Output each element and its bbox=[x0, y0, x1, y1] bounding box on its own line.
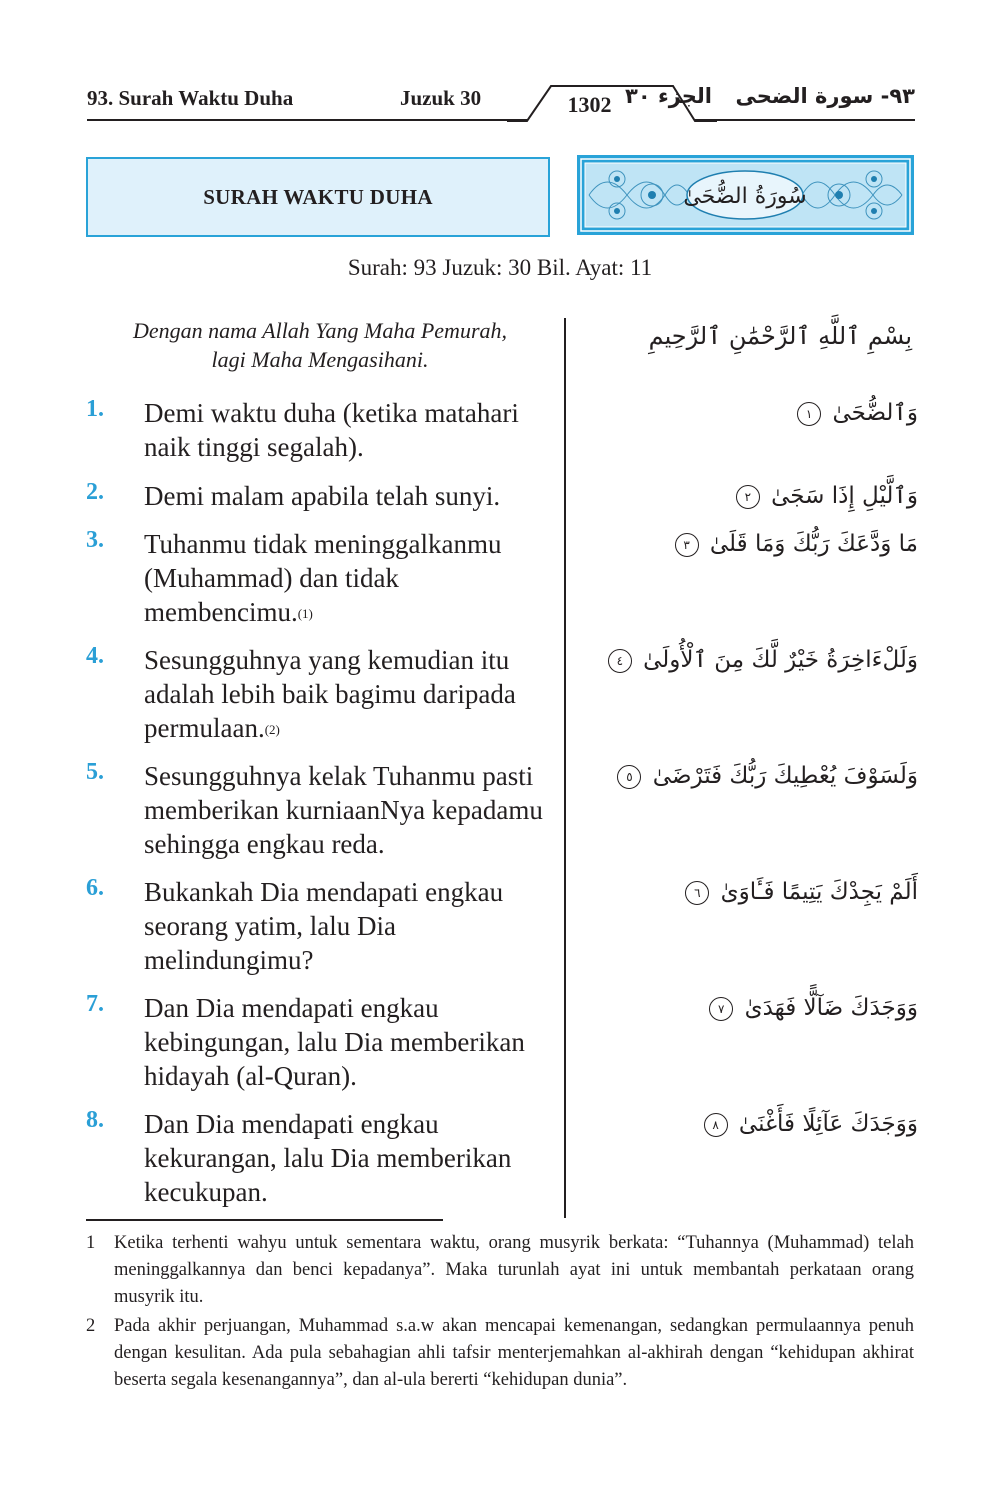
basmala-line-1: Dengan nama Allah Yang Maha Pemurah, bbox=[133, 318, 507, 343]
arabic-text: وَوَجَدَكَ ضَآلًّا فَهَدَىٰ bbox=[744, 995, 918, 1021]
ayah-marker: ٧ bbox=[709, 997, 733, 1021]
arabic-text: وَٱلَّيْلِ إِذَا سَجَىٰ bbox=[771, 483, 918, 509]
verse-translation bbox=[144, 1107, 559, 1209]
verse-arabic bbox=[590, 398, 918, 428]
verse-number: 8. bbox=[86, 1107, 104, 1133]
arabic-text: مَا وَدَّعَكَ رَبُّكَ وَمَا قَلَىٰ bbox=[709, 531, 918, 557]
verse-number: 6. bbox=[86, 875, 104, 901]
footnote-ref[interactable]: (2) bbox=[264, 722, 280, 737]
verse-arabic bbox=[590, 481, 918, 511]
verse-translation bbox=[144, 479, 559, 513]
verse-text: Demi malam apabila telah sunyi. bbox=[144, 481, 501, 511]
footnote-text: Ketika terhenti wahyu untuk sementara waktu, orang musyrik berkata: “Tuhannya (Muhammad) telah meninggalkannya dan benci kepadanya”. Maka turunlah ayat ini untuk membantah perkataan orang musyrik itu. bbox=[114, 1233, 914, 1307]
verse-translation bbox=[144, 643, 559, 745]
surah-title: SURAH WAKTU DUHA bbox=[203, 184, 433, 209]
surah-meta: Surah: 93 Juzuk: 30 Bil. Ayat: 11 bbox=[347, 255, 653, 280]
footnote-ref[interactable]: (1) bbox=[297, 606, 313, 621]
verse-number: 1. bbox=[86, 396, 104, 422]
ornament-pattern bbox=[577, 155, 914, 235]
arabic-text: وَوَجَدَكَ عَآئِلًا فَأَغْنَىٰ bbox=[738, 1111, 918, 1137]
verse-translation bbox=[144, 875, 559, 977]
verse-text: Tuhanmu tidak meninggalkanmu (Muhammad) dan tidak membencimu. bbox=[144, 529, 502, 627]
verse-number: 7. bbox=[86, 991, 104, 1017]
verse-translation bbox=[144, 991, 559, 1093]
header-arabic-surah: ٩٣- سورة الضحى bbox=[735, 84, 915, 108]
verse-arabic bbox=[590, 877, 918, 907]
footnote-number: 2 bbox=[86, 1316, 96, 1336]
footnote-rule bbox=[86, 1219, 443, 1221]
footnote-text: Pada akhir perjuangan, Muhammad s.a.w akan mencapai kemenangan, sedangkan permulaannya penuh dengan kesulitan. Ada pula sebahagian ahli tafsir menterjemahkan al-akhirah dengan “kehidupan akhirat beserta segala kesenangannya”, dan al-ula bererti “kehidupan dunia”. bbox=[114, 1316, 914, 1390]
verse-text: Sesungguhnya yang kemudian itu adalah lebih baik bagimu daripada permulaan. bbox=[144, 645, 516, 743]
arabic-text: وَٱلضُّحَىٰ bbox=[832, 400, 918, 426]
ayah-marker: ٢ bbox=[736, 485, 760, 509]
verse-text: Dan Dia mendapati engkau kebingungan, lalu Dia memberikan hidayah (al-Quran). bbox=[144, 993, 525, 1091]
basmala-line-2: lagi Maha Mengasihani. bbox=[211, 347, 429, 372]
footnote-2 bbox=[86, 1313, 914, 1394]
ayah-marker: ٦ bbox=[685, 881, 709, 905]
ayah-marker: ٨ bbox=[704, 1113, 728, 1137]
header-surah-title: 93. Surah Waktu Duha bbox=[87, 86, 294, 110]
verse-number: 5. bbox=[86, 759, 104, 785]
header-rule-left bbox=[87, 119, 527, 121]
footnote-1 bbox=[86, 1230, 914, 1311]
verse-text: Sesungguhnya kelak Tuhanmu pasti memberikan kurniaanNya kepadamu sehingga engkau reda. bbox=[144, 761, 543, 859]
verse-arabic bbox=[590, 1109, 918, 1139]
surah-title-box bbox=[86, 157, 550, 237]
basmala-arabic: بِسْمِ ٱللَّهِ ٱلرَّحْمَٰنِ ٱلرَّحِيمِ bbox=[648, 322, 912, 350]
arabic-text: وَلَلْءَاخِرَةُ خَيْرٌ لَّكَ مِنَ ٱلْأُولَىٰ bbox=[643, 647, 918, 673]
verse-translation bbox=[144, 527, 559, 629]
ayah-marker: ٣ bbox=[675, 533, 699, 557]
ayah-marker: ٥ bbox=[617, 765, 641, 789]
arabic-surah-title: سُورَةُ الضُّحَىٰ bbox=[683, 184, 807, 209]
arabic-title-ornament bbox=[577, 155, 914, 235]
verse-translation bbox=[144, 759, 559, 861]
footnote-number: 1 bbox=[86, 1233, 96, 1253]
verse-arabic bbox=[590, 645, 918, 675]
verse-arabic bbox=[590, 761, 918, 791]
ayah-marker: ٤ bbox=[608, 649, 632, 673]
header-juzuk: Juzuk 30 bbox=[400, 86, 482, 110]
page-header bbox=[87, 84, 915, 122]
page-number: 1302 bbox=[567, 92, 612, 117]
verse-arabic bbox=[590, 529, 918, 559]
ayah-marker: ١ bbox=[797, 402, 821, 426]
verse-arabic bbox=[590, 993, 918, 1023]
verse-text: Demi waktu duha (ketika matahari naik tinggi segalah). bbox=[144, 398, 519, 462]
verse-number: 3. bbox=[86, 527, 104, 553]
arabic-text: وَلَسَوْفَ يُعْطِيكَ رَبُّكَ فَتَرْضَىٰ bbox=[652, 763, 918, 789]
basmala-translation bbox=[100, 316, 540, 374]
verse-number: 4. bbox=[86, 643, 104, 669]
verse-translation bbox=[144, 396, 559, 464]
verse-number: 2. bbox=[86, 479, 104, 505]
column-divider bbox=[564, 318, 566, 1218]
arabic-text: أَلَمْ يَجِدْكَ يَتِيمًا فَـَٔاوَىٰ bbox=[720, 879, 918, 905]
header-arabic-juz: الجزء ٣٠ bbox=[625, 84, 712, 108]
header-rule-right bbox=[695, 119, 915, 121]
verse-text: Bukankah Dia mendapati engkau seorang yatim, lalu Dia melindungimu? bbox=[144, 877, 504, 975]
verse-text: Dan Dia mendapati engkau kekurangan, lalu Dia memberikan kecukupan. bbox=[144, 1109, 512, 1207]
